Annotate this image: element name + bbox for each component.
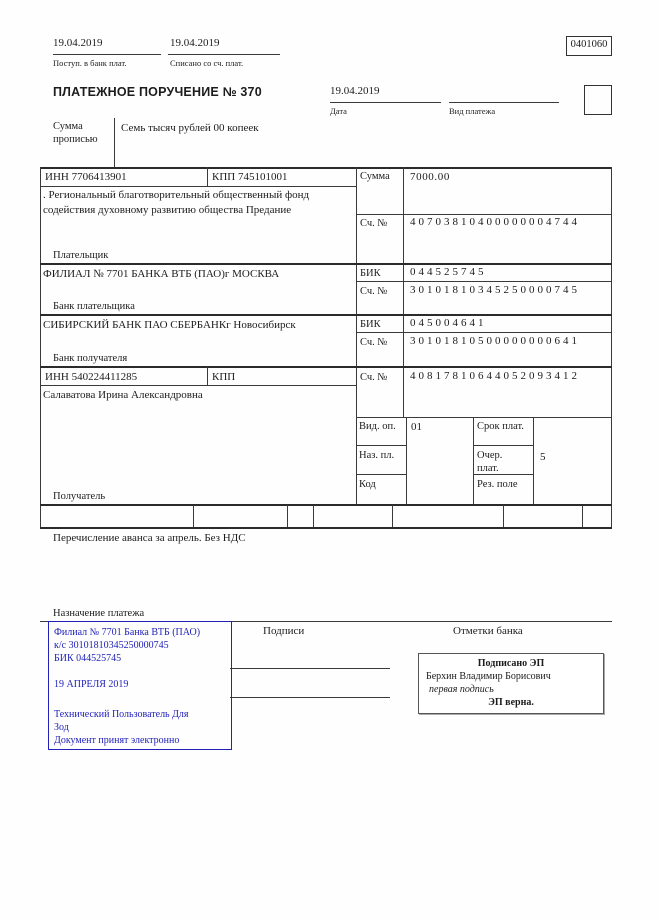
table-main-column-divider <box>356 167 357 505</box>
op-type-value: 01 <box>411 421 422 433</box>
op-table-top-border <box>356 417 612 418</box>
form-number-box <box>566 36 612 56</box>
op-row-border-2a <box>356 474 407 475</box>
payment-type-underline <box>449 102 559 103</box>
payer-bank-border <box>40 314 612 316</box>
esign-title: Подписано ЭП <box>477 658 545 669</box>
document-title: ПЛАТЕЖНОЕ ПОРУЧЕНИЕ № 370 <box>53 85 262 99</box>
payee-section-label: Получатель <box>53 491 106 502</box>
payer-name: . Региональный благотворительный общественный фонд содействия духовному развитию общества Предание <box>43 189 310 217</box>
stamp-operator-line2: Зод <box>54 721 69 733</box>
due-date-label: Срок плат. <box>477 421 524 432</box>
debited-label: Списано со сч. плат. <box>170 58 244 68</box>
form-number: 0401060 <box>570 39 608 50</box>
purpose-code-label: Наз. пл. <box>359 450 395 461</box>
payer-section-border <box>40 263 612 265</box>
tax-field-divider-2 <box>287 505 288 527</box>
payer-bank-bik-label: БИК <box>360 268 381 279</box>
stamp-operator-line1: Технический Пользователь Для <box>54 708 189 720</box>
payment-type-box <box>584 85 612 115</box>
payee-bank-account: 30101810500000000641 <box>410 335 580 347</box>
sum-row-border <box>356 214 612 215</box>
tax-field-divider-3 <box>313 505 314 527</box>
received-in-bank-label: Поступ. в банк плат. <box>53 58 127 68</box>
stamp-bank-name: Филиал № 7701 Банка ВТБ (ПАО) <box>54 627 201 638</box>
payer-account-label: Сч. № <box>360 218 388 229</box>
payer-inn: ИНН 7706413901 <box>45 171 127 183</box>
bank-marks-header: Отметки банка <box>453 625 523 637</box>
table-bottom-border <box>40 527 612 529</box>
code-label: Код <box>359 479 376 490</box>
amount-words-divider <box>114 118 115 168</box>
payee-bank-section-label: Банк получателя <box>53 353 128 364</box>
payer-bank-account: 30101810345250000745 <box>410 284 580 296</box>
esign-subtitle: первая подпись <box>429 684 494 695</box>
payee-inn-row-border <box>40 385 357 386</box>
payer-section-label: Плательщик <box>53 250 109 261</box>
document-date: 19.04.2019 <box>330 85 380 97</box>
table-label-column-divider <box>403 167 404 417</box>
payee-account: 40817810644052093412 <box>410 370 580 382</box>
payer-bank-section-label: Банк плательщика <box>53 301 135 312</box>
debited-date: 19.04.2019 <box>170 37 220 49</box>
op-divider-2 <box>473 417 474 505</box>
table-left-border <box>40 167 41 529</box>
reserve-field-label: Рез. поле <box>477 479 518 490</box>
stamp-corr-account: к/с 30101810345250000745 <box>54 640 169 652</box>
sum-label: Сумма <box>360 171 390 182</box>
bank-acceptance-stamp <box>48 621 232 750</box>
tax-field-divider-6 <box>582 505 583 527</box>
op-divider-1 <box>406 417 407 505</box>
payee-section-border <box>40 504 612 506</box>
op-row-border-1a <box>356 445 407 446</box>
signature-line-1 <box>230 668 390 669</box>
stamp-accepted-note: Документ принят электронно <box>54 735 180 747</box>
stamp-date: 19 АПРЕЛЯ 2019 <box>54 678 129 690</box>
electronic-signature-stamp <box>418 653 604 714</box>
table-right-border <box>611 167 612 529</box>
signatures-header: Подписи <box>263 625 305 637</box>
table-top-border <box>40 167 612 169</box>
priority-label: Очер. плат. <box>477 450 503 475</box>
op-row-border-1b <box>473 445 534 446</box>
stamp-bik: БИК 044525745 <box>54 653 122 665</box>
op-divider-3 <box>533 417 534 505</box>
payee-bank-border <box>40 366 612 368</box>
payer-bank-account-label: Сч. № <box>360 286 388 297</box>
date-label: Дата <box>330 106 347 116</box>
priority-value: 5 <box>540 451 546 463</box>
tax-field-divider-5 <box>503 505 504 527</box>
payment-purpose-text: Перечисление аванса за апрель. Без НДС <box>53 532 246 544</box>
esign-verified: ЭП верна. <box>488 697 534 708</box>
tax-field-divider-4 <box>392 505 393 527</box>
debited-date-underline <box>168 54 280 55</box>
payee-inn-kpp-divider <box>207 367 208 385</box>
payer-bank-name: ФИЛИАЛ № 7701 БАНКА ВТБ (ПАО)г МОСКВА <box>43 268 280 280</box>
payee-account-label: Сч. № <box>360 372 388 383</box>
amount-words-label: Сумма прописью <box>53 121 98 146</box>
payer-account: 40703810400000004744 <box>410 216 580 228</box>
esign-name: Берхин Владимир Борисович <box>426 671 551 682</box>
payee-name: Салаватова Ирина Александровна <box>43 389 203 401</box>
payment-type-label: Вид платежа <box>449 106 496 116</box>
date-underline <box>330 102 441 103</box>
amount-words-value: Семь тысяч рублей 00 копеек <box>121 122 259 134</box>
sum-value: 7000.00 <box>410 171 450 183</box>
payee-bank-bik-border <box>356 332 612 333</box>
payee-inn: ИНН 540224411285 <box>45 371 138 383</box>
payment-purpose-label: Назначение платежа <box>53 608 145 619</box>
payee-kpp-label: КПП <box>212 371 236 383</box>
op-type-label: Вид. оп. <box>359 421 396 432</box>
payer-inn-row-border <box>40 186 357 187</box>
tax-field-divider-1 <box>193 505 194 527</box>
payer-bank-bik-border <box>356 281 612 282</box>
payer-bank-bik: 044525745 <box>410 266 487 278</box>
payee-bank-name: СИБИРСКИЙ БАНК ПАО СБЕРБАНКг Новосибирск <box>43 319 296 331</box>
payee-bank-bik: 045004641 <box>410 317 487 329</box>
signature-line-2 <box>230 697 390 698</box>
payer-inn-kpp-divider <box>207 167 208 186</box>
received-date-underline <box>53 54 161 55</box>
payee-bank-account-label: Сч. № <box>360 337 388 348</box>
received-in-bank-date: 19.04.2019 <box>53 37 103 49</box>
payee-bank-bik-label: БИК <box>360 319 381 330</box>
payer-kpp: КПП 745101001 <box>212 171 288 183</box>
